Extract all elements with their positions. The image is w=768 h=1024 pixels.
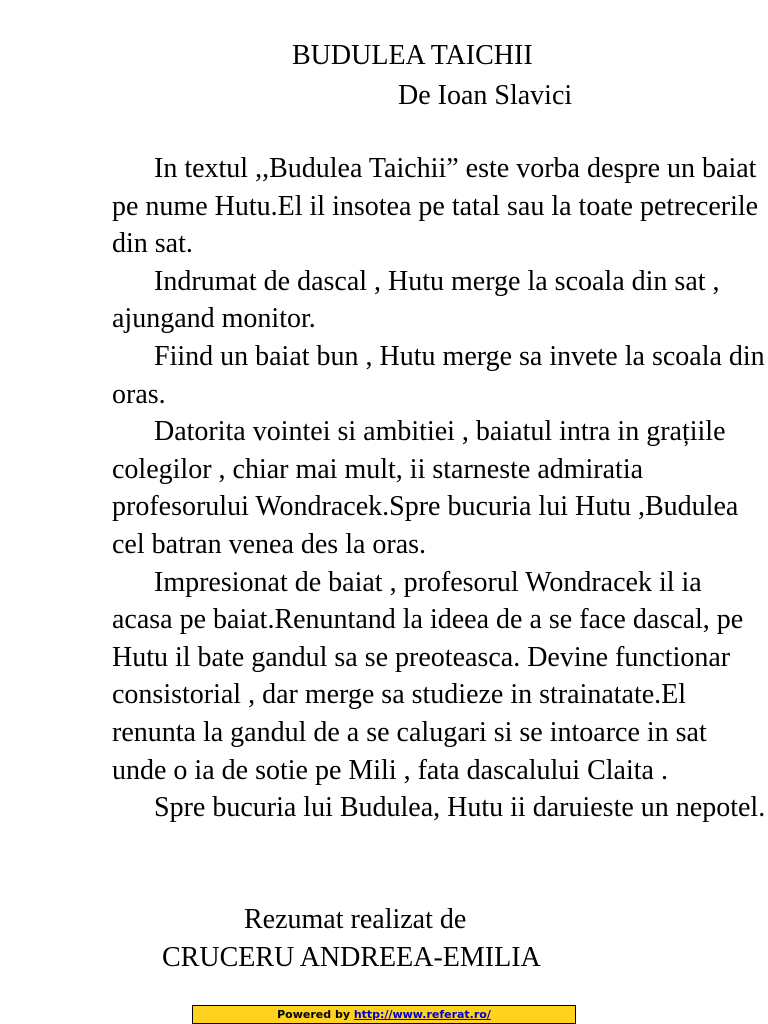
paragraph-5: Impresionat de baiat , profesorul Wondracek il ia acasa pe baiat.Renuntand la ideea de a se face dascal, pe Hutu il bate gandul sa se preoteasca. Devine functionar consistorial , dar merge sa studieze in strainatate.El renunta la gandul de a se calugari si se intoarce in sat unde o ia de sotie pe Mili , fata dascalului Claita . bbox=[112, 566, 744, 786]
credit-line: Rezumat realizat de bbox=[244, 904, 467, 935]
paragraph-4: Datorita vointei si ambitiei , baiatul intra in grațiile colegilor , chiar mai mult, ii starneste admiratia profesorului Wondracek.Spre bucuria lui Hutu ,Budulea cel batran venea des la oras. bbox=[112, 416, 739, 560]
author-line: De Ioan Slavici bbox=[398, 80, 573, 111]
credit-name: CRUCERU ANDREEA-EMILIA bbox=[162, 942, 541, 973]
document-body bbox=[112, 150, 766, 827]
paragraph-3: Fiind un baiat bun , Hutu merge sa invete la scoala din oras. bbox=[112, 340, 765, 410]
paragraph-1: In textul ,,Budulea Taichii” este vorba despre un baiat pe nume Hutu.El il insotea pe tatal sau la toate petrecerile din sat. bbox=[112, 153, 759, 260]
paragraph-2: Indrumat de dascal , Hutu merge la scoala din sat , ajungand monitor. bbox=[112, 265, 720, 335]
referat-link[interactable]: http://www.referat.ro/ bbox=[353, 1008, 491, 1021]
powered-by-banner bbox=[192, 1005, 576, 1024]
paragraph-6: Spre bucuria lui Budulea, Hutu ii daruieste un nepotel. bbox=[154, 792, 766, 824]
document-title: BUDULEA TAICHII bbox=[292, 40, 533, 71]
powered-by-label: Powered by bbox=[277, 1008, 354, 1021]
